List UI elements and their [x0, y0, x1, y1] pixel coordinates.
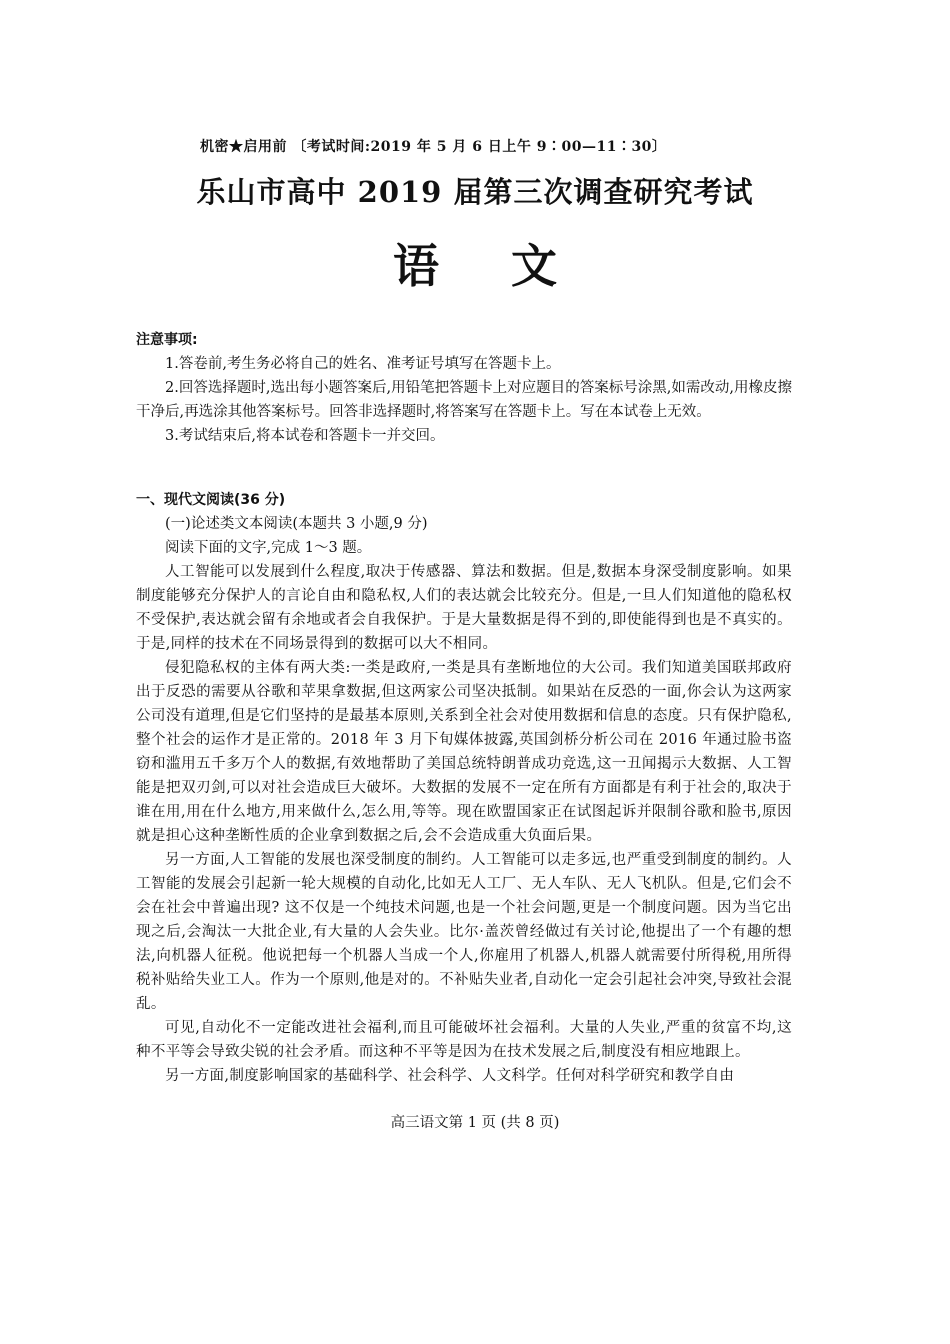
passage-paragraph-1: 人工智能可以发展到什么程度,取决于传感器、算法和数据。但是,数据本身深受制度影响。如果制度能够充分保护人的言论自由和隐私权,人们的表达就会比较充分。但是,一旦人们知道他的隐私权不受保护,表达就会留有余地或者会自我保护。于是大量数据是得不到的,即使能得到也是不真实的。于是,同样的技术在不同场景得到的数据可以大不相同。: [136, 564, 792, 652]
subject-char-1: 语: [393, 239, 439, 293]
exam-title: 乐山市高中 2019 届第三次调查研究考试: [196, 175, 754, 209]
confidential-notice: 机密★启用前 〔考试时间:2019 年 5 月 6 日上午 9∶00—11∶30〕: [200, 139, 667, 155]
passage-paragraph-3: 另一方面,人工智能的发展也深受制度的制约。人工智能可以走多远,也严重受到制度的制约。人工智能的发展会引起新一轮大规模的自动化,比如无人工厂、无人车队、无人飞机队。但是,它们会不会在社会中普遍出现? 这不仅是一个纯技术问题,也是一个社会问题,更是一个制度问题。因为当它出现之后,会淘汰一大批企业,有大量的人会失业。比尔·盖茨曾经做过有关讨论,他提出了一个有趣的想法,向机器人征税。他说把每一个机器人当成一个人,你雇用了机器人,机器人就需要付所得税,用所得税补贴给失业工人。作为一个原则,他是对的。不补贴失业者,自动化一定会引起社会冲突,导致社会混乱。: [136, 852, 792, 1012]
page-footer: 高三语文第 1 页 (共 8 页): [390, 1115, 560, 1131]
reading-instruction: 阅读下面的文字,完成 1～3 题。: [165, 540, 372, 556]
section-subheading: (一)论述类文本阅读(本题共 3 小题,9 分): [165, 516, 428, 532]
section-modern-reading: [136, 488, 792, 1088]
notice-item-2: 2.回答选择题时,选出每小题答案后,用铅笔把答题卡上对应题目的答案标号涂黑,如需改动,用橡皮擦干净后,再选涂其他答案标号。回答非选择题时,将答案写在答题卡上。写在本试卷上无效。: [136, 380, 792, 420]
notice-item-1: 1.答卷前,考生务必将自己的姓名、准考证号填写在答题卡上。: [165, 356, 561, 372]
passage-paragraph-5: 另一方面,制度影响国家的基础科学、社会科学、人文科学。任何对科学研究和教学自由: [165, 1068, 735, 1084]
notice-heading: 注意事项:: [136, 332, 198, 348]
section-heading: 一、现代文阅读(36 分): [136, 492, 286, 508]
passage-paragraph-2: 侵犯隐私权的主体有两大类:一类是政府,一类是具有垄断地位的大公司。我们知道美国联邦政府出于反恐的需要从谷歌和苹果拿数据,但这两家公司坚决抵制。如果站在反恐的一面,你会认为这两家公司没有道理,但是它们坚持的是最基本原则,关系到全社会对使用数据和信息的态度。只有保护隐私,整个社会的运作才是正常的。2018 年 3 月下旬媒体披露,英国剑桥分析公司在 2016 年通过脸书盗窃和滥用五千多万个人的数据,有效地帮助了美国总统特朗普成功竞选,这一丑闻揭示大数据、人工智能是把双刃剑,可以对社会造成巨大破坏。大数据的发展不一定在所有方面都是有利于社会的,取决于谁在用,用在什么地方,用来做什么,怎么用,等等。现在欧盟国家正在试图起诉并限制谷歌和脸书,原因就是担心这种垄断性质的企业拿到数据之后,会不会造成重大负面后果。: [136, 660, 792, 844]
subject-title: [0, 230, 950, 296]
passage-paragraph-4: 可见,自动化不一定能改进社会福利,而且可能破坏社会福利。大量的人失业,严重的贫富不均,这种不平等会导致尖锐的社会矛盾。而这种不平等是因为在技术发展之后,制度没有相应地跟上。: [136, 1020, 792, 1060]
subject-char-2: 文: [511, 239, 557, 293]
notice-item-3: 3.考试结束后,将本试卷和答题卡一并交回。: [165, 428, 445, 444]
notice-block: [136, 328, 792, 448]
